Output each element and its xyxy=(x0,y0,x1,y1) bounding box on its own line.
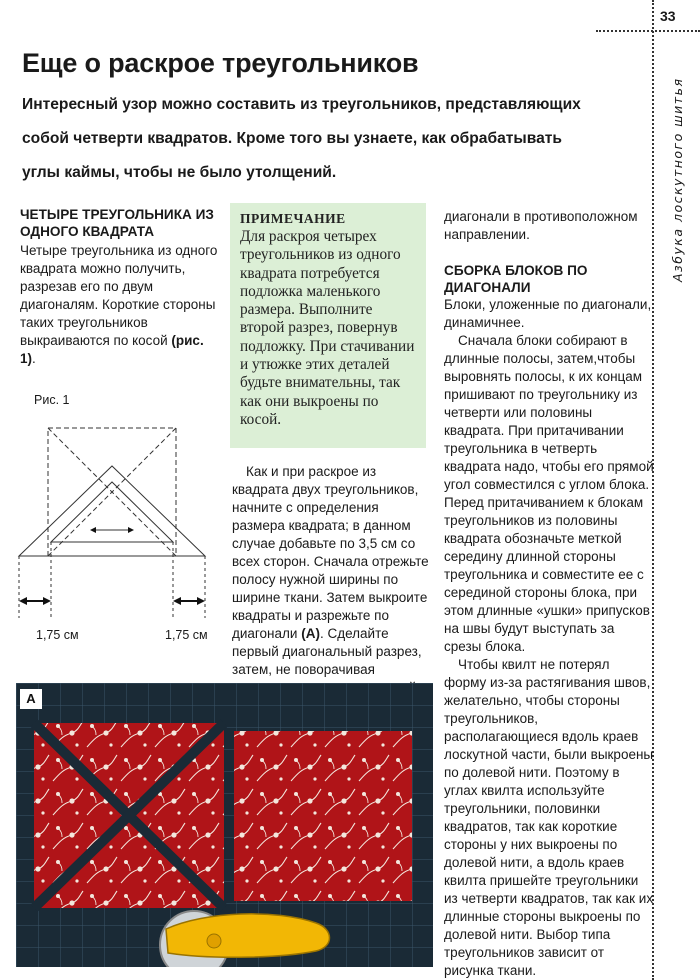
lead-paragraph: Интересный узор можно составить из треугольников, представляющих собой четверти квадратов. Кроме того вы узнаете, как обрабатывать углы каймы, чтобы не было утолщений. xyxy=(22,96,581,181)
photo-reference: (А) xyxy=(301,626,320,641)
running-title: Азбука лоскутного шитья xyxy=(670,78,685,283)
section-text-body: Четыре треугольника из одного квадрата можно получить, разрезав его по двум диагоналям. Короткие стороны таких треугольников выкраиваются по косой xyxy=(20,243,218,348)
section-intro: Блоки, уложенные по диагонали, динамичнее. xyxy=(444,297,652,330)
header-dotted-rule xyxy=(596,30,700,32)
column-1 xyxy=(20,206,220,368)
figure-1-diagram xyxy=(14,418,214,628)
section-heading-diagonal-blocks: СБОРКА БЛОКОВ ПО ДИАГОНАЛИ xyxy=(444,263,588,295)
note-text: Для раскроя четырех треугольников из одного квадрата потребуется подложка маленького размера. Выполните второй разрез, повернув подложку. При стачивании и утюжке этих деталей будьте внимательны, так как они выкроены по косой. xyxy=(240,228,415,428)
paragraph-1: Сначала блоки собирают в длинные полосы, затем,чтобы выровнять полосы, к их концам пришивают по треугольнику из четверти или половины квадрата. При притачивании треугольника в четверть квадрата надо, чтобы его прямой угол совместился с углом блока. Перед притачиванием к блокам треугольников из половины квадрата обозначьте меткой середину длинной стороны треугольника и совместите ее с серединой стороны блока, при этом длинные «ушки» припусков на швы будут выступать за срезы блока. xyxy=(444,333,654,654)
column-2 xyxy=(232,463,432,697)
dimension-label-right: 1,75 см xyxy=(165,628,208,642)
section-text xyxy=(20,242,220,368)
dimension-label-left: 1,75 см xyxy=(36,628,79,642)
cut-square-four-triangles xyxy=(34,723,224,908)
column-3 xyxy=(444,208,654,980)
paragraph-2: Чтобы квилт не потерял форму из-за растягивания швов, желательно, чтобы стороны треугольников, располагающиеся вдоль краев лоскутной части, были выкроены по долевой нити. Поэтому в углах квилта используйте треугольники, половинки квадратов, так как короткие стороны у них выкроены по долевой нити, а вдоль краев квилта пришейте треугольники из четверти квадратов, так как их длинные стороны выкроены по долевой нити. Выбор типа треугольников зависит от рисунка ткани. xyxy=(444,657,654,978)
column-2-text-body: Как и при раскрое из квадрата двух треугольников, начните с определения размера квадрата; в данном случае добавьте по 3,5 см со всех сторон. Сначала отрежьте полосу нужной ширины по ширине ткани. Затем выкроите квадраты и разрежьте по диагонали xyxy=(232,464,429,641)
dashed-square xyxy=(48,428,176,556)
sentence-end: . xyxy=(32,351,36,366)
column-2-text xyxy=(232,463,432,697)
triangle-outlines xyxy=(19,466,205,556)
page-title: Еще о раскрое треугольников xyxy=(22,48,419,78)
continued-text: диагонали в противоположном направлении. xyxy=(444,209,638,242)
arrow-heads xyxy=(19,527,205,605)
photo-cut-squares xyxy=(16,683,433,967)
note-box xyxy=(230,203,426,448)
photo-label: А xyxy=(20,689,42,709)
photo-illustration xyxy=(16,683,433,967)
figure-label: Рис. 1 xyxy=(34,393,70,407)
dimension-lines xyxy=(19,530,205,618)
column-2-text-continued: . Сделайте первый диагональный разрез, затем, не поворачивая xyxy=(232,626,422,677)
section-heading-four-triangles: ЧЕТЫРЕ ТРЕУГОЛЬНИКА ИЗ ОДНОГО КВАДРАТА xyxy=(20,207,214,239)
uncut-square xyxy=(234,731,412,901)
page-number: 33 xyxy=(660,8,676,24)
figure-reference: (рис. 1) xyxy=(20,333,204,366)
note-title: ПРИМЕЧАНИЕ xyxy=(240,211,346,226)
